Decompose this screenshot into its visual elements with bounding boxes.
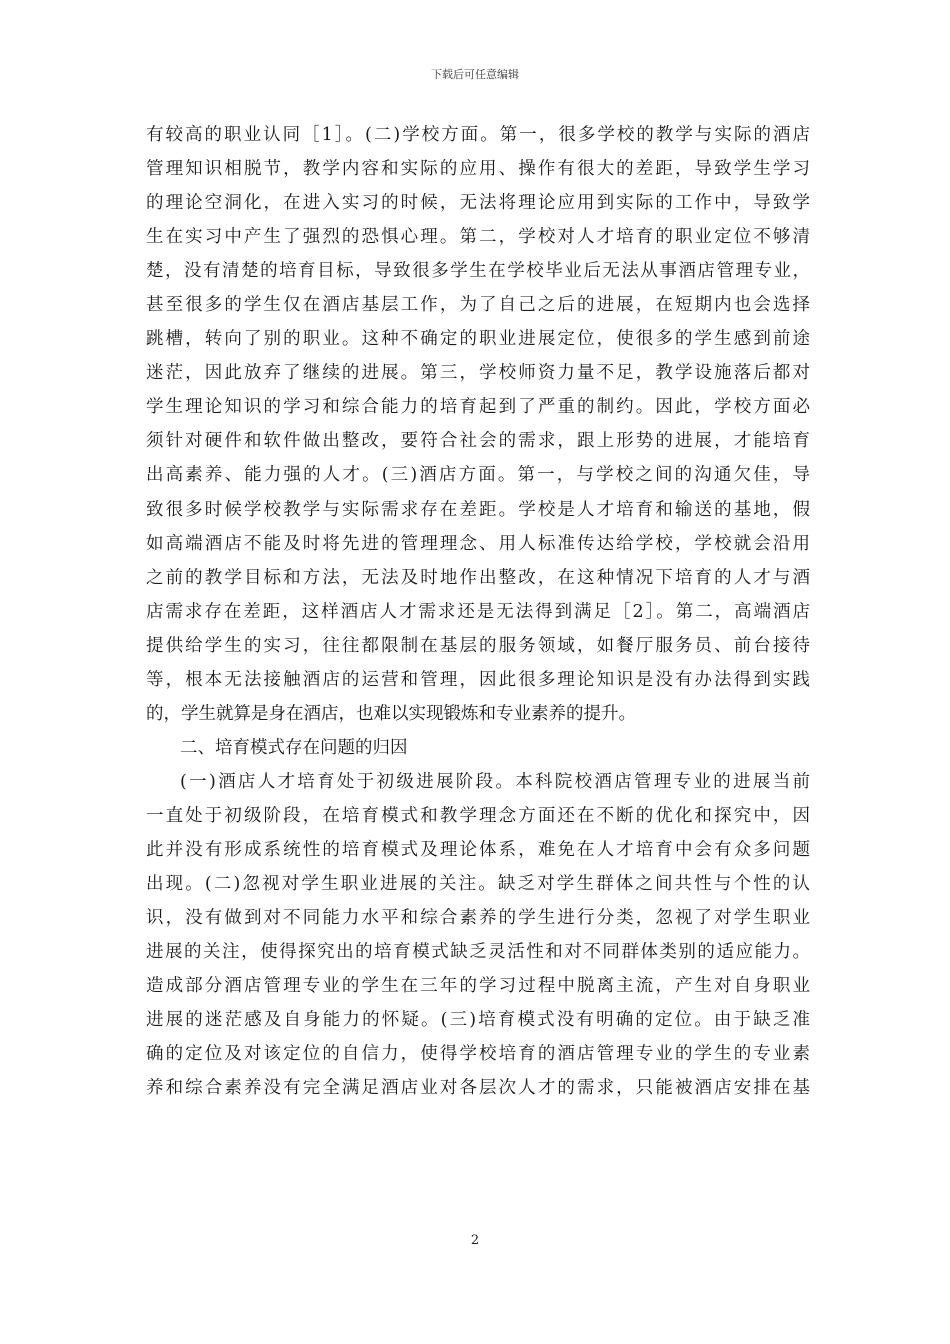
text-line: 须针对硬件和软件做出整改，要符合社会的需求，跟上形势的进展，才能培育 (146, 431, 810, 452)
text-line: 造成部分酒店管理专业的学生在三年的学习过程中脱离主流，产生对自身职业 (146, 976, 810, 997)
section-heading: 二、培育模式存在问题的归因 (180, 737, 408, 758)
text-line: 甚至很多的学生仅在酒店基层工作，为了自己之后的进展，在短期内也会选择 (146, 295, 810, 316)
text-line: 进展的关注，使得探究出的培育模式缺乏灵活性和对不同群体类别的适应能力。 (146, 942, 810, 963)
text-line: 之前的教学目标和方法，无法及时地作出整改，在这种情况下培育的人才与酒 (146, 567, 810, 588)
text-line: 此并没有形成系统性的培育模式及理论体系，难免在人才培育中会有众多问题 (146, 839, 810, 860)
text-line: 确的定位及对该定位的自信力，使得学校培育的酒店管理专业的学生的专业素 (146, 1044, 810, 1065)
text-line: 有较高的职业认同［1］。(二)学校方面。第一，很多学校的教学与实际的酒店 (146, 125, 810, 145)
text-line: 生在实习中产生了强烈的恐惧心理。第二，学校对人才培育的职业定位不够清 (146, 227, 810, 248)
text-line: 楚，没有清楚的培育目标，导致很多学生在学校毕业后无法从事酒店管理专业， (146, 261, 810, 282)
document-body (146, 118, 810, 1105)
paragraph-cause-analysis (146, 765, 810, 1105)
text-line: 的，学生就算是身在酒店，也难以实现锻炼和专业素养的提升。 (146, 703, 636, 724)
text-line: 的理论空洞化，在进入实习的时候，无法将理论应用到实际的工作中，导致学 (146, 193, 810, 214)
text-line: 致很多时候学校教学与实际需求存在差距。学校是人才培育和输送的基地，假 (146, 499, 810, 520)
text-line: 学生理论知识的学习和综合能力的培育起到了严重的制约。因此，学校方面必 (146, 397, 810, 418)
page-number: 2 (470, 1233, 480, 1248)
text-line: 出高素养、能力强的人才。(三)酒店方面。第一，与学校之间的沟通欠佳，导 (146, 465, 810, 486)
text-line: 等，根本无法接触酒店的运营和管理，因此很多理论知识是没有办法得到实践 (146, 669, 810, 690)
text-line: (一)酒店人才培育处于初级进展阶段。本科院校酒店管理专业的进展当前 (180, 771, 810, 792)
text-line: 管理知识相脱节，教学内容和实际的应用、操作有很大的差距，导致学生学习 (146, 159, 810, 180)
text-line: 跳槽，转向了别的职业。这种不确定的职业进展定位，使很多的学生感到前途 (146, 329, 810, 350)
text-line: 如高端酒店不能及时将先进的管理理念、用人标准传达给学校，学校就会沿用 (146, 533, 810, 554)
page-header: 下载后可任意编辑 (431, 68, 519, 81)
text-line: 养和综合素养没有完全满足酒店业对各层次人才的需求，只能被酒店安排在基 (146, 1078, 810, 1099)
text-line: 店需求存在差距，这样酒店人才需求还是无法得到满足［2］。第二，高端酒店 (146, 601, 810, 622)
text-line: 出现。(二)忽视对学生职业进展的关注。缺乏对学生群体之间共性与个性的认 (146, 874, 810, 895)
text-line: 识，没有做到对不同能力水平和综合素养的学生进行分类，忽视了对学生职业 (146, 908, 810, 929)
text-line: 迷茫，因此放弃了继续的进展。第三，学校师资力量不足，教学设施落后都对 (146, 363, 810, 384)
text-line: 一直处于初级阶段，在培育模式和教学理念方面还在不断的优化和探究中，因 (146, 805, 810, 826)
text-line: 提供给学生的实习，往往都限制在基层的服务领域，如餐厅服务员、前台接待 (146, 635, 810, 656)
text-line: 进展的迷茫感及自身能力的怀疑。(三)培育模式没有明确的定位。由于缺乏准 (146, 1010, 810, 1031)
paragraph-school-and-hotel-aspects (146, 118, 810, 731)
